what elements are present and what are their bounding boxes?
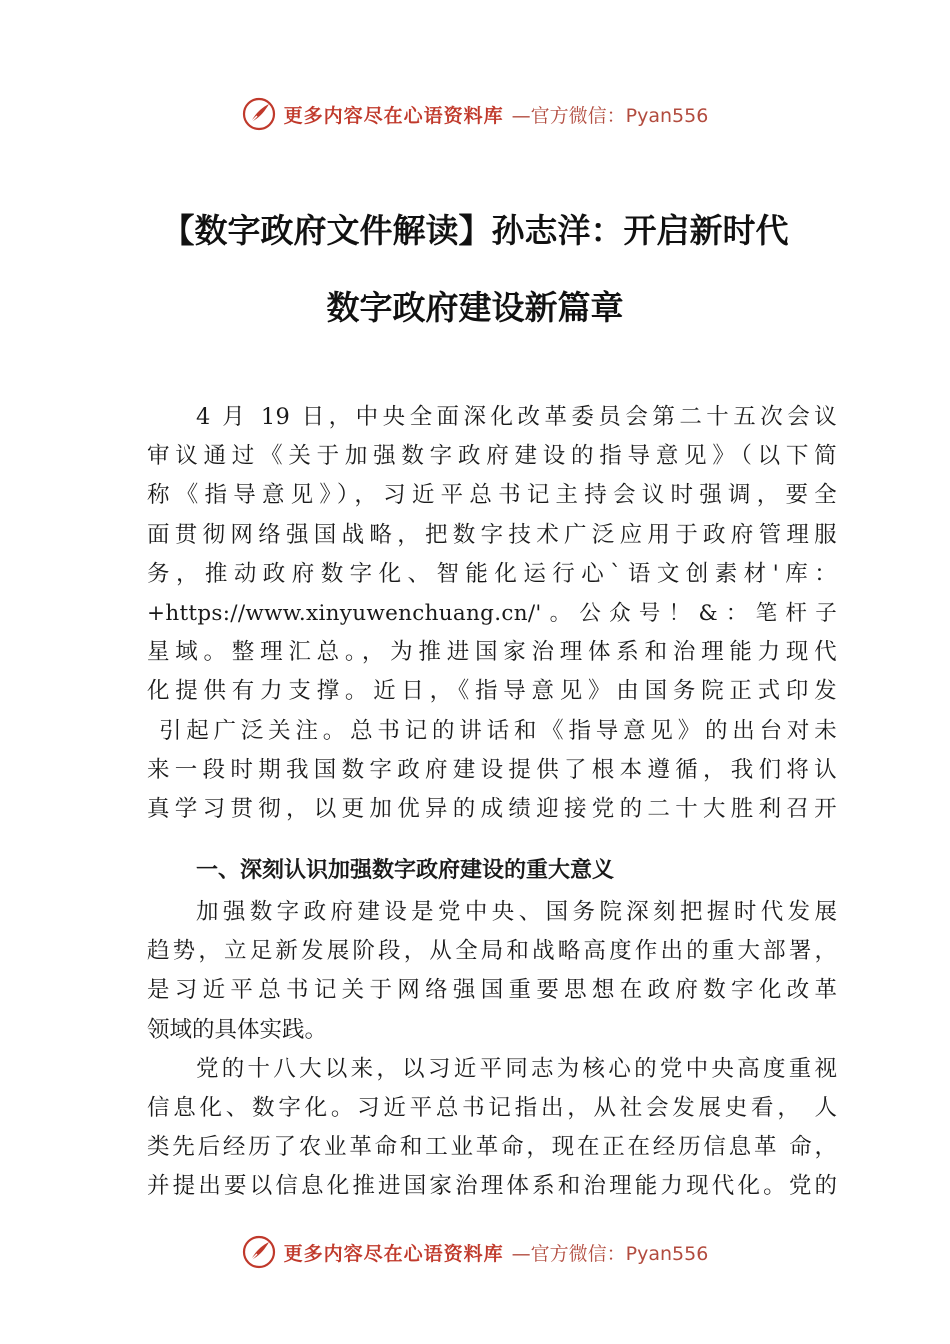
quill-logo-icon (242, 1235, 276, 1269)
text-line: 来一段时期我国数字政府建设提供了根本遵循，我们将认 (147, 756, 837, 783)
header-watermark (0, 94, 950, 134)
watermark-suffix: —官方微信：Pyan556 (511, 104, 709, 127)
text-line: +https://www.xinyuwenchuang.cn/'。公众号！&：笔杆子 (147, 600, 837, 626)
paragraph-significance (147, 893, 837, 1050)
text-line: 4 月 19 日，中央全面深化改革委员会第二十五次会议 (196, 404, 837, 430)
text-line: 党的十八大以来，以习近平同志为核心的党中央高度重视 (196, 1055, 837, 1082)
document-title-line-2: 数字政府建设新篇章 (326, 288, 624, 327)
text-line: 加强数字政府建设是党中央、国务院深刻把握时代发展 (196, 899, 837, 926)
paragraph-intro (147, 398, 837, 829)
document-title-line-1: 【数字政府文件解读】孙志洋：开启新时代 (161, 211, 789, 250)
text-line: 领域的具体实践。 (147, 1016, 328, 1043)
text-line: 星域。整理汇总。，为推进国家治理体系和治理能力现代 (147, 639, 837, 666)
text-line: 化提供有力支撑。近日，《指导意见》由国务院正式印发 (147, 678, 837, 705)
text-line: 是习近平总书记关于网络强国重要思想在政府数字化改革 (147, 977, 837, 1004)
text-line: 趋势，立足新发展阶段，从全局和战略高度作出的重大部署， (147, 938, 837, 965)
watermark-suffix: —官方微信：Pyan556 (511, 1242, 709, 1265)
text-line: 类先后经历了农业革命和工业革命，现在正在经历信息革 命， (147, 1134, 837, 1161)
text-line: 引起广泛关注。总书记的讲话和《指导意见》的出台对未 (147, 717, 837, 744)
text-line: 称《指导意见》），习近平总书记主持会议时强调，要全 (147, 482, 837, 509)
text-line: 面贯彻网络强国战略，把数字技术广泛应用于政府管理服 (147, 521, 837, 548)
section-heading: 一、深刻认识加强数字政府建设的重大意义 (196, 858, 615, 884)
text-line: 信息化、数字化。习近平总书记指出，从社会发展史看， 人 (147, 1095, 837, 1121)
text-line: 务，推动政府数字化、智能化运行心`语文创素材'库： (147, 560, 837, 587)
paragraph-history (147, 1050, 837, 1207)
document-body (147, 398, 837, 1207)
quill-logo-icon (242, 97, 276, 131)
text-line: 真学习贯彻，以更加优异的成绩迎接党的二十大胜利召开 (147, 795, 837, 822)
text-line: 审议通过《关于加强数字政府建设的指导意见》（以下简 (147, 443, 837, 470)
text-line: 并提出要以信息化推进国家治理体系和治理能力现代化。党的 (147, 1173, 837, 1200)
footer-watermark (0, 1232, 950, 1272)
watermark-text: 更多内容尽在心语资料库 (283, 1242, 504, 1265)
watermark-text: 更多内容尽在心语资料库 (283, 104, 504, 127)
